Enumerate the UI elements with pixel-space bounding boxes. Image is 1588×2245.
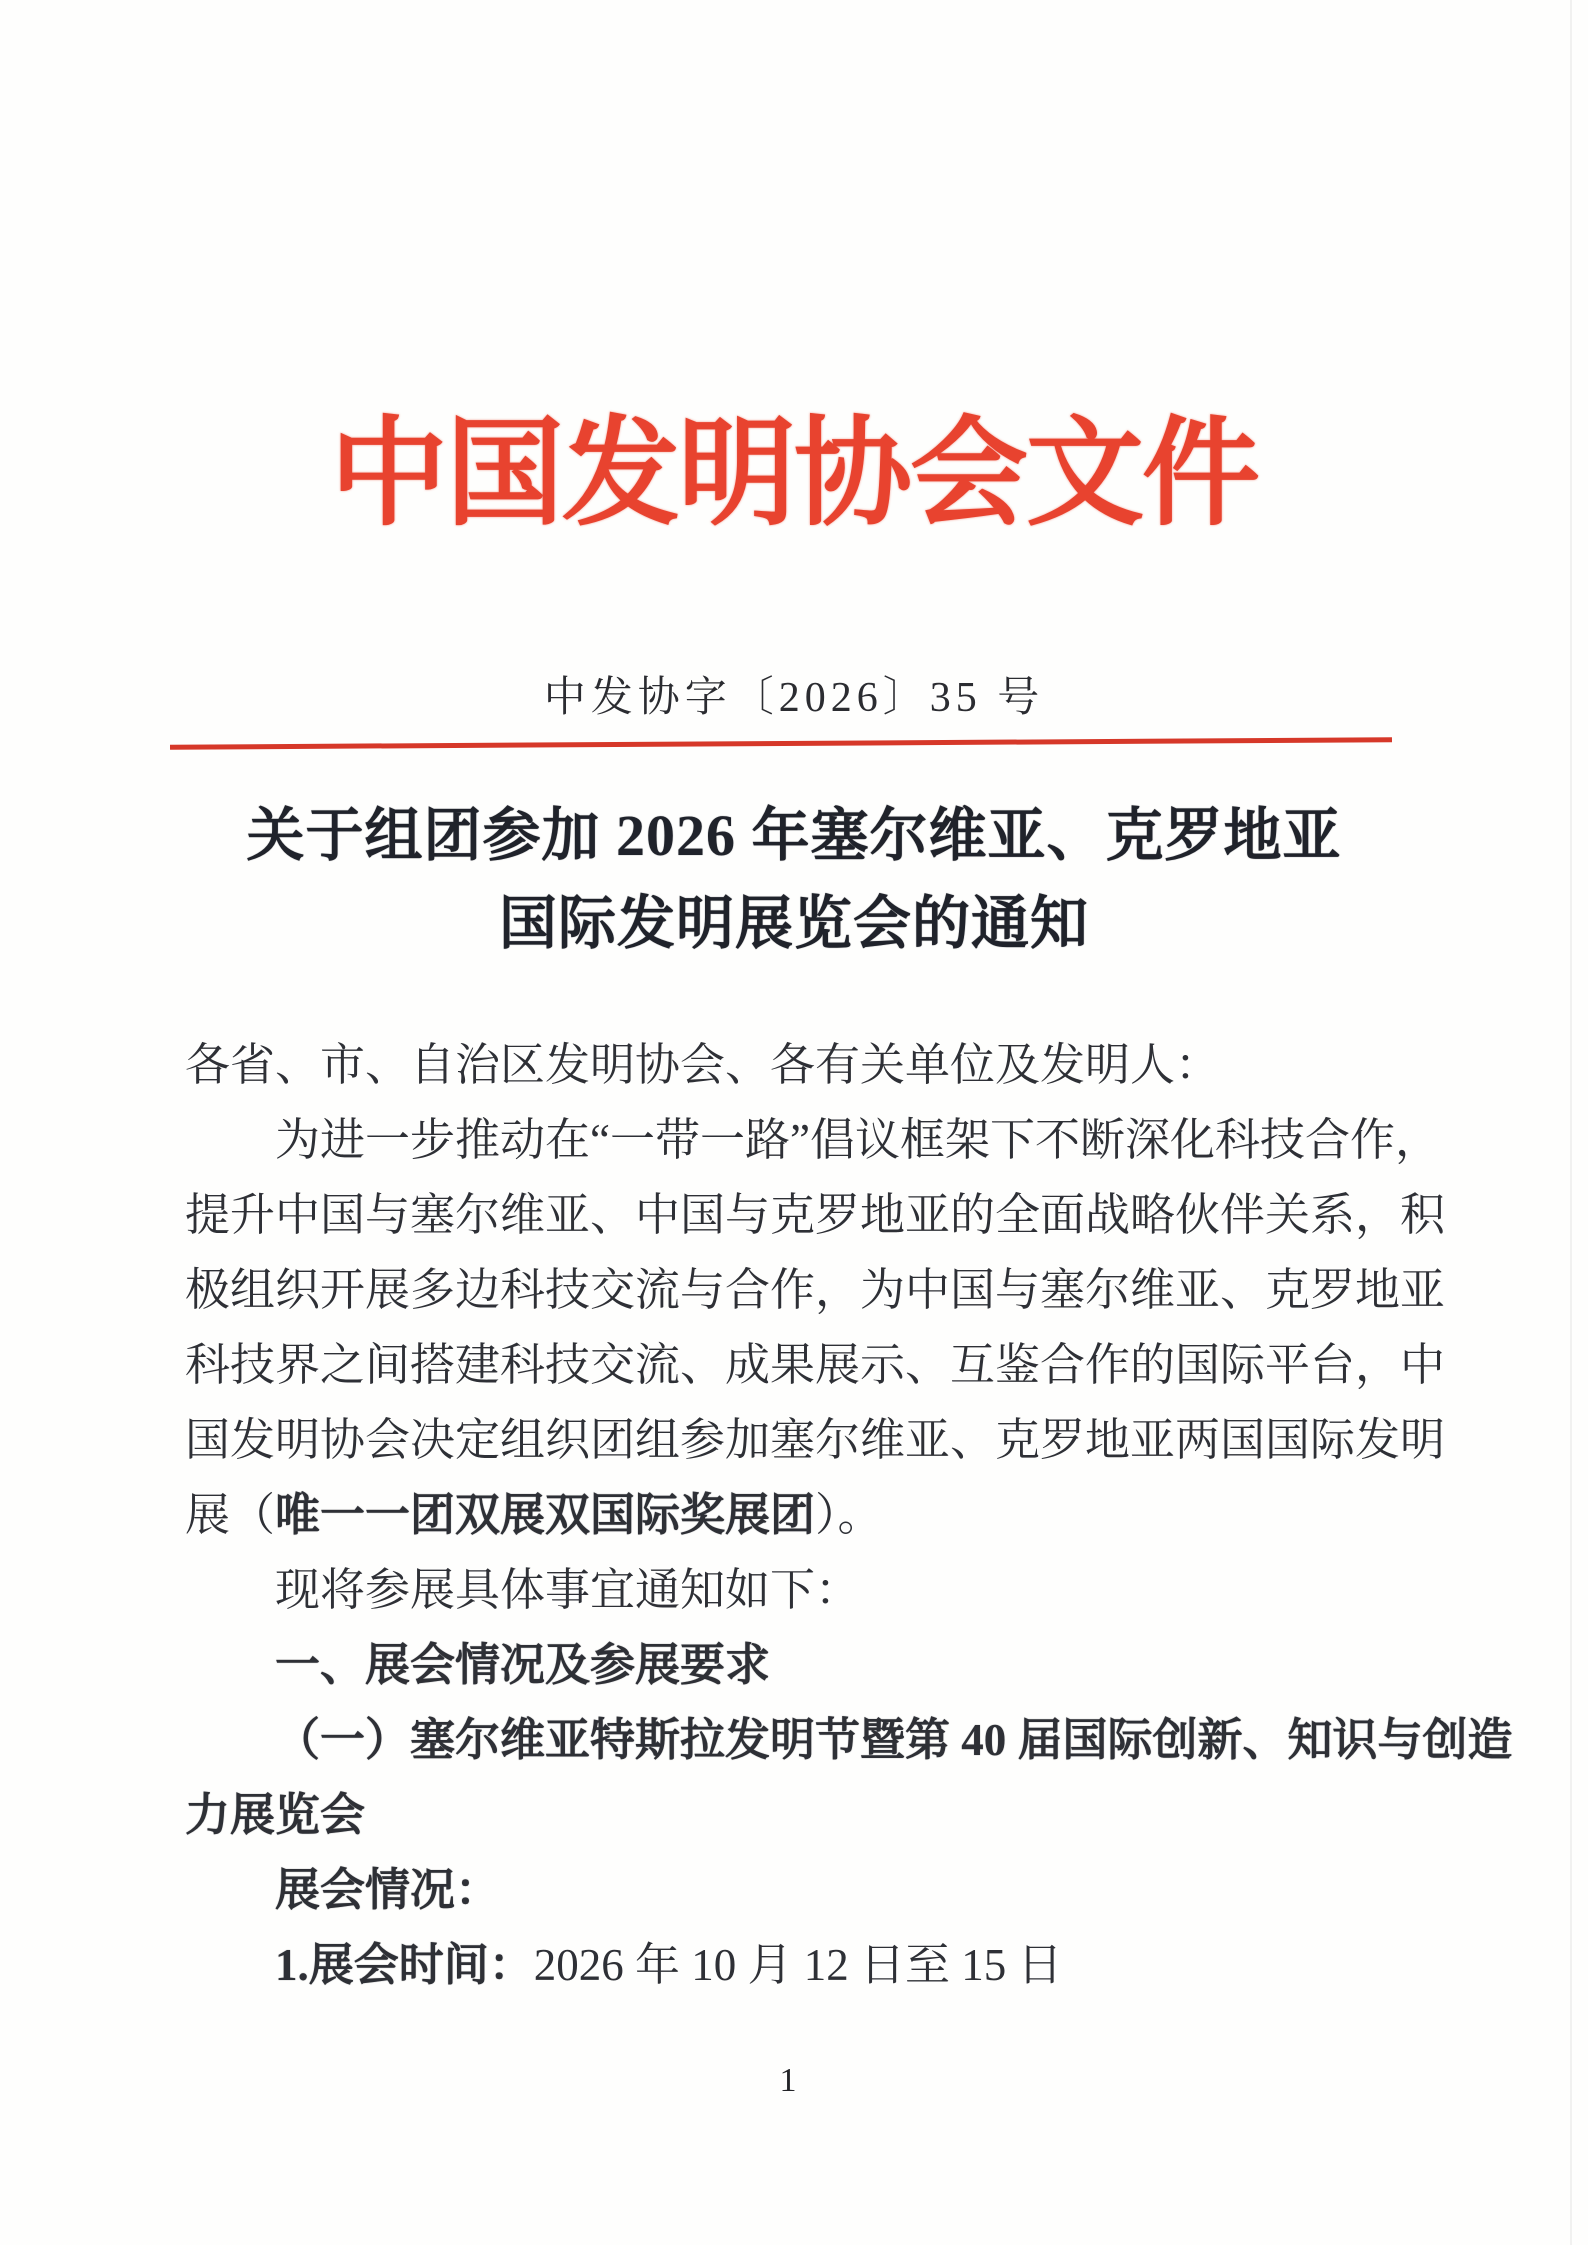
body-segment: 科技界之间搭建科技交流、成果展示、互鉴合作的国际平台，中 — [185, 1340, 1446, 1390]
body-segment-bold: 1.展会时间： — [275, 1940, 534, 1990]
document-title-line2: 国际发明展览会的通知 — [498, 891, 1089, 956]
body-segment: 2026 年 10 月 12 日至 15 日 — [533, 1940, 1063, 1990]
body-segment: 为进一步推动在“一带一路”倡议框架下不断深化科技合作， — [275, 1115, 1440, 1165]
document-title-line1: 关于组团参加 2026 年塞尔维亚、克罗地亚 — [246, 803, 1342, 868]
body-text — [185, 1028, 1513, 2003]
body-line — [185, 1703, 1513, 1778]
body-segment: 各省、市、自治区发明协会、各有关单位及发明人： — [185, 1040, 1221, 1090]
body-segment-bold: （一）塞尔维亚特斯拉发明节暨第 40 届国际创新、知识与创造 — [275, 1715, 1513, 1765]
doc-number: 中发协字〔2026〕35 号 — [543, 675, 1045, 721]
scan-edge — [1570, 0, 1572, 2245]
body-line — [185, 1853, 1435, 1928]
red-divider-rule — [170, 737, 1392, 749]
body-segment: ）。 — [815, 1490, 883, 1540]
body-line — [185, 1328, 1446, 1403]
body-segment-bold: 展会情况： — [275, 1865, 501, 1915]
body-segment: 现将参展具体事宜通知如下： — [275, 1565, 861, 1615]
body-segment: 极组织开展多边科技交流与合作，为中国与塞尔维亚、克罗地亚 — [185, 1265, 1446, 1315]
body-line — [185, 1103, 1440, 1178]
body-segment-bold: 力展览会 — [185, 1790, 366, 1840]
body-segment: 展（ — [185, 1490, 276, 1540]
body-segment: 提升中国与塞尔维亚、中国与克罗地亚的全面战略伙伴关系，积 — [185, 1190, 1446, 1240]
body-segment-bold: 一、展会情况及参展要求 — [275, 1640, 771, 1690]
document-title — [0, 792, 1588, 968]
body-line — [185, 1778, 1435, 1853]
body-line — [185, 1478, 1435, 1553]
page-number: 1 — [779, 2062, 797, 2099]
body-line — [185, 1178, 1446, 1253]
body-line — [185, 1028, 1435, 1103]
body-line — [185, 1403, 1446, 1478]
masthead-title: 中国发明协会文件 — [329, 409, 1258, 540]
body-line — [185, 1553, 1435, 1628]
body-line — [185, 1628, 1435, 1703]
body-line — [185, 1253, 1446, 1328]
body-line — [185, 1928, 1435, 2003]
body-segment-bold: 唯一一团双展双国际奖展团 — [275, 1490, 816, 1540]
body-segment: 国发明协会决定组织团组参加塞尔维亚、克罗地亚两国国际发明 — [185, 1415, 1446, 1465]
